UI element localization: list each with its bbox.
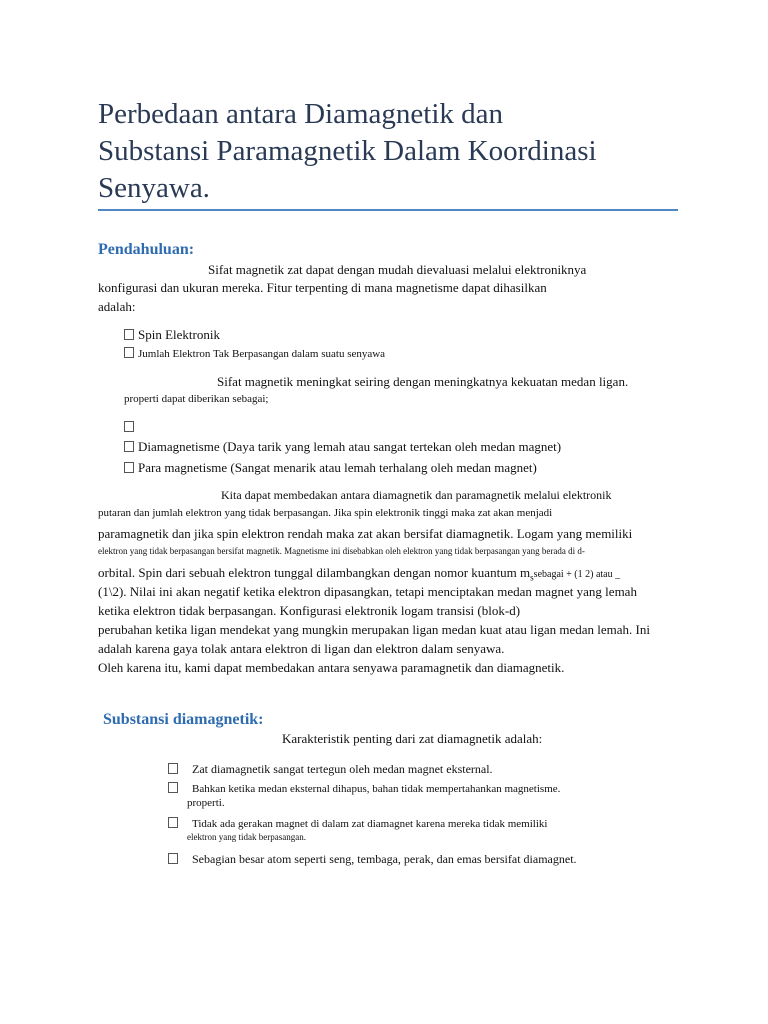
list-item: Para magnetisme (Sangat menarik atau lemah terhalang oleh medan magnet) xyxy=(124,460,537,476)
list-item: Spin Elektronik xyxy=(124,327,220,343)
bullet-box-icon xyxy=(168,817,178,828)
para3-line: putaran dan jumlah elektron yang tidak berpasangan. Jika spin elektronik tinggi maka zat akan menjadi xyxy=(98,507,553,519)
title-line-1: Perbedaan antara Diamagnetik dan xyxy=(98,98,504,130)
bullet-box-icon xyxy=(168,853,178,864)
para3-line: elektron yang tidak berpasangan bersifat magnetik. Magnetisme ini disebabkan oleh elektron yang tidak berpasangan yang berada di d- xyxy=(98,546,585,556)
list-item: Bahkan ketika medan eksternal dihapus, bahan tidak mempertahankan magnetisme. xyxy=(168,779,560,797)
title-line-3: Senyawa. xyxy=(98,172,210,204)
list-item: Sebagian besar atom seperti seng, tembaga, perak, dan emas bersifat diamagnet. xyxy=(168,850,577,868)
para3-line: perubahan ketika ligan mendekat yang mungkin merupakan ligan medan kuat atau ligan medan lemah. Ini xyxy=(98,622,650,637)
bullet-box-icon xyxy=(124,329,134,340)
list-item: Zat diamagnetik sangat tertegun oleh medan magnet eksternal. xyxy=(168,760,493,778)
para3-line: adalah karena gaya tolak antara elektron di ligan dan elektron dalam senyawa. xyxy=(98,641,505,656)
para3-line: Kita dapat membedakan antara diamagnetik dan paramagnetik melalui elektronik xyxy=(221,488,612,502)
intro-line-2: konfigurasi dan ukuran mereka. Fitur terpenting di mana magnetisme dapat dihasilkan xyxy=(98,280,547,295)
para3-line: ketika elektron tidak berpasangan. Konfigurasi elektronik logam transisi (blok-d) xyxy=(98,603,521,618)
list-item: Jumlah Elektron Tak Berpasangan dalam suatu senyawa xyxy=(124,347,385,360)
list-item-continuation: properti. xyxy=(187,797,225,809)
list-item: Diamagnetisme (Daya tarik yang lemah atau sangat tertekan oleh medan magnet) xyxy=(124,439,561,455)
intro-para2-line-2: properti dapat diberikan sebagai; xyxy=(124,393,269,405)
para3-line: paramagnetik dan jika spin elektron rendah maka zat akan bersifat diamagnetik. Logam yang memiliki xyxy=(98,526,633,541)
bullet-box-icon xyxy=(124,421,134,432)
list-item-continuation: elektron yang tidak berpasangan. xyxy=(187,832,306,842)
para3-line: orbital. Spin dari sebuah elektron tunggal dilambangkan dengan nomor kuantum $m_ssebagai + (1$ 2) atau _ xyxy=(98,565,621,583)
list-item: Tidak ada gerakan magnet di dalam zat diamagnet karena mereka tidak memiliki xyxy=(168,814,547,832)
bullet-box-icon xyxy=(124,347,134,358)
title-line-2: Substansi Paramagnetik Dalam Koordinasi xyxy=(98,135,597,167)
list-item xyxy=(124,419,138,435)
bullet-box-icon xyxy=(168,763,178,774)
page-title xyxy=(98,96,698,207)
title-underline xyxy=(98,209,678,211)
intro-heading: Pendahuluan: xyxy=(98,241,195,258)
para3-line: (1\2). Nilai ini akan negatif ketika elektron dipasangkan, tetapi menciptakan medan magnet yang lemah xyxy=(98,584,637,599)
bullet-box-icon xyxy=(168,782,178,793)
dia-lead: Karakteristik penting dari zat diamagnetik adalah: xyxy=(282,731,543,746)
intro-line-1: Sifat magnetik zat dapat dengan mudah dievaluasi melalui elektroniknya xyxy=(208,262,587,277)
para3-line: Oleh karena itu, kami dapat membedakan antara senyawa paramagnetik dan diamagnetik. xyxy=(98,660,565,675)
bullet-box-icon xyxy=(124,462,134,473)
dia-heading: Substansi diamagnetik: xyxy=(103,711,264,728)
bullet-box-icon xyxy=(124,441,134,452)
intro-para2-line-1: Sifat magnetik meningkat seiring dengan meningkatnya kekuatan medan ligan. xyxy=(217,374,629,389)
intro-line-3: adalah: xyxy=(98,299,136,314)
